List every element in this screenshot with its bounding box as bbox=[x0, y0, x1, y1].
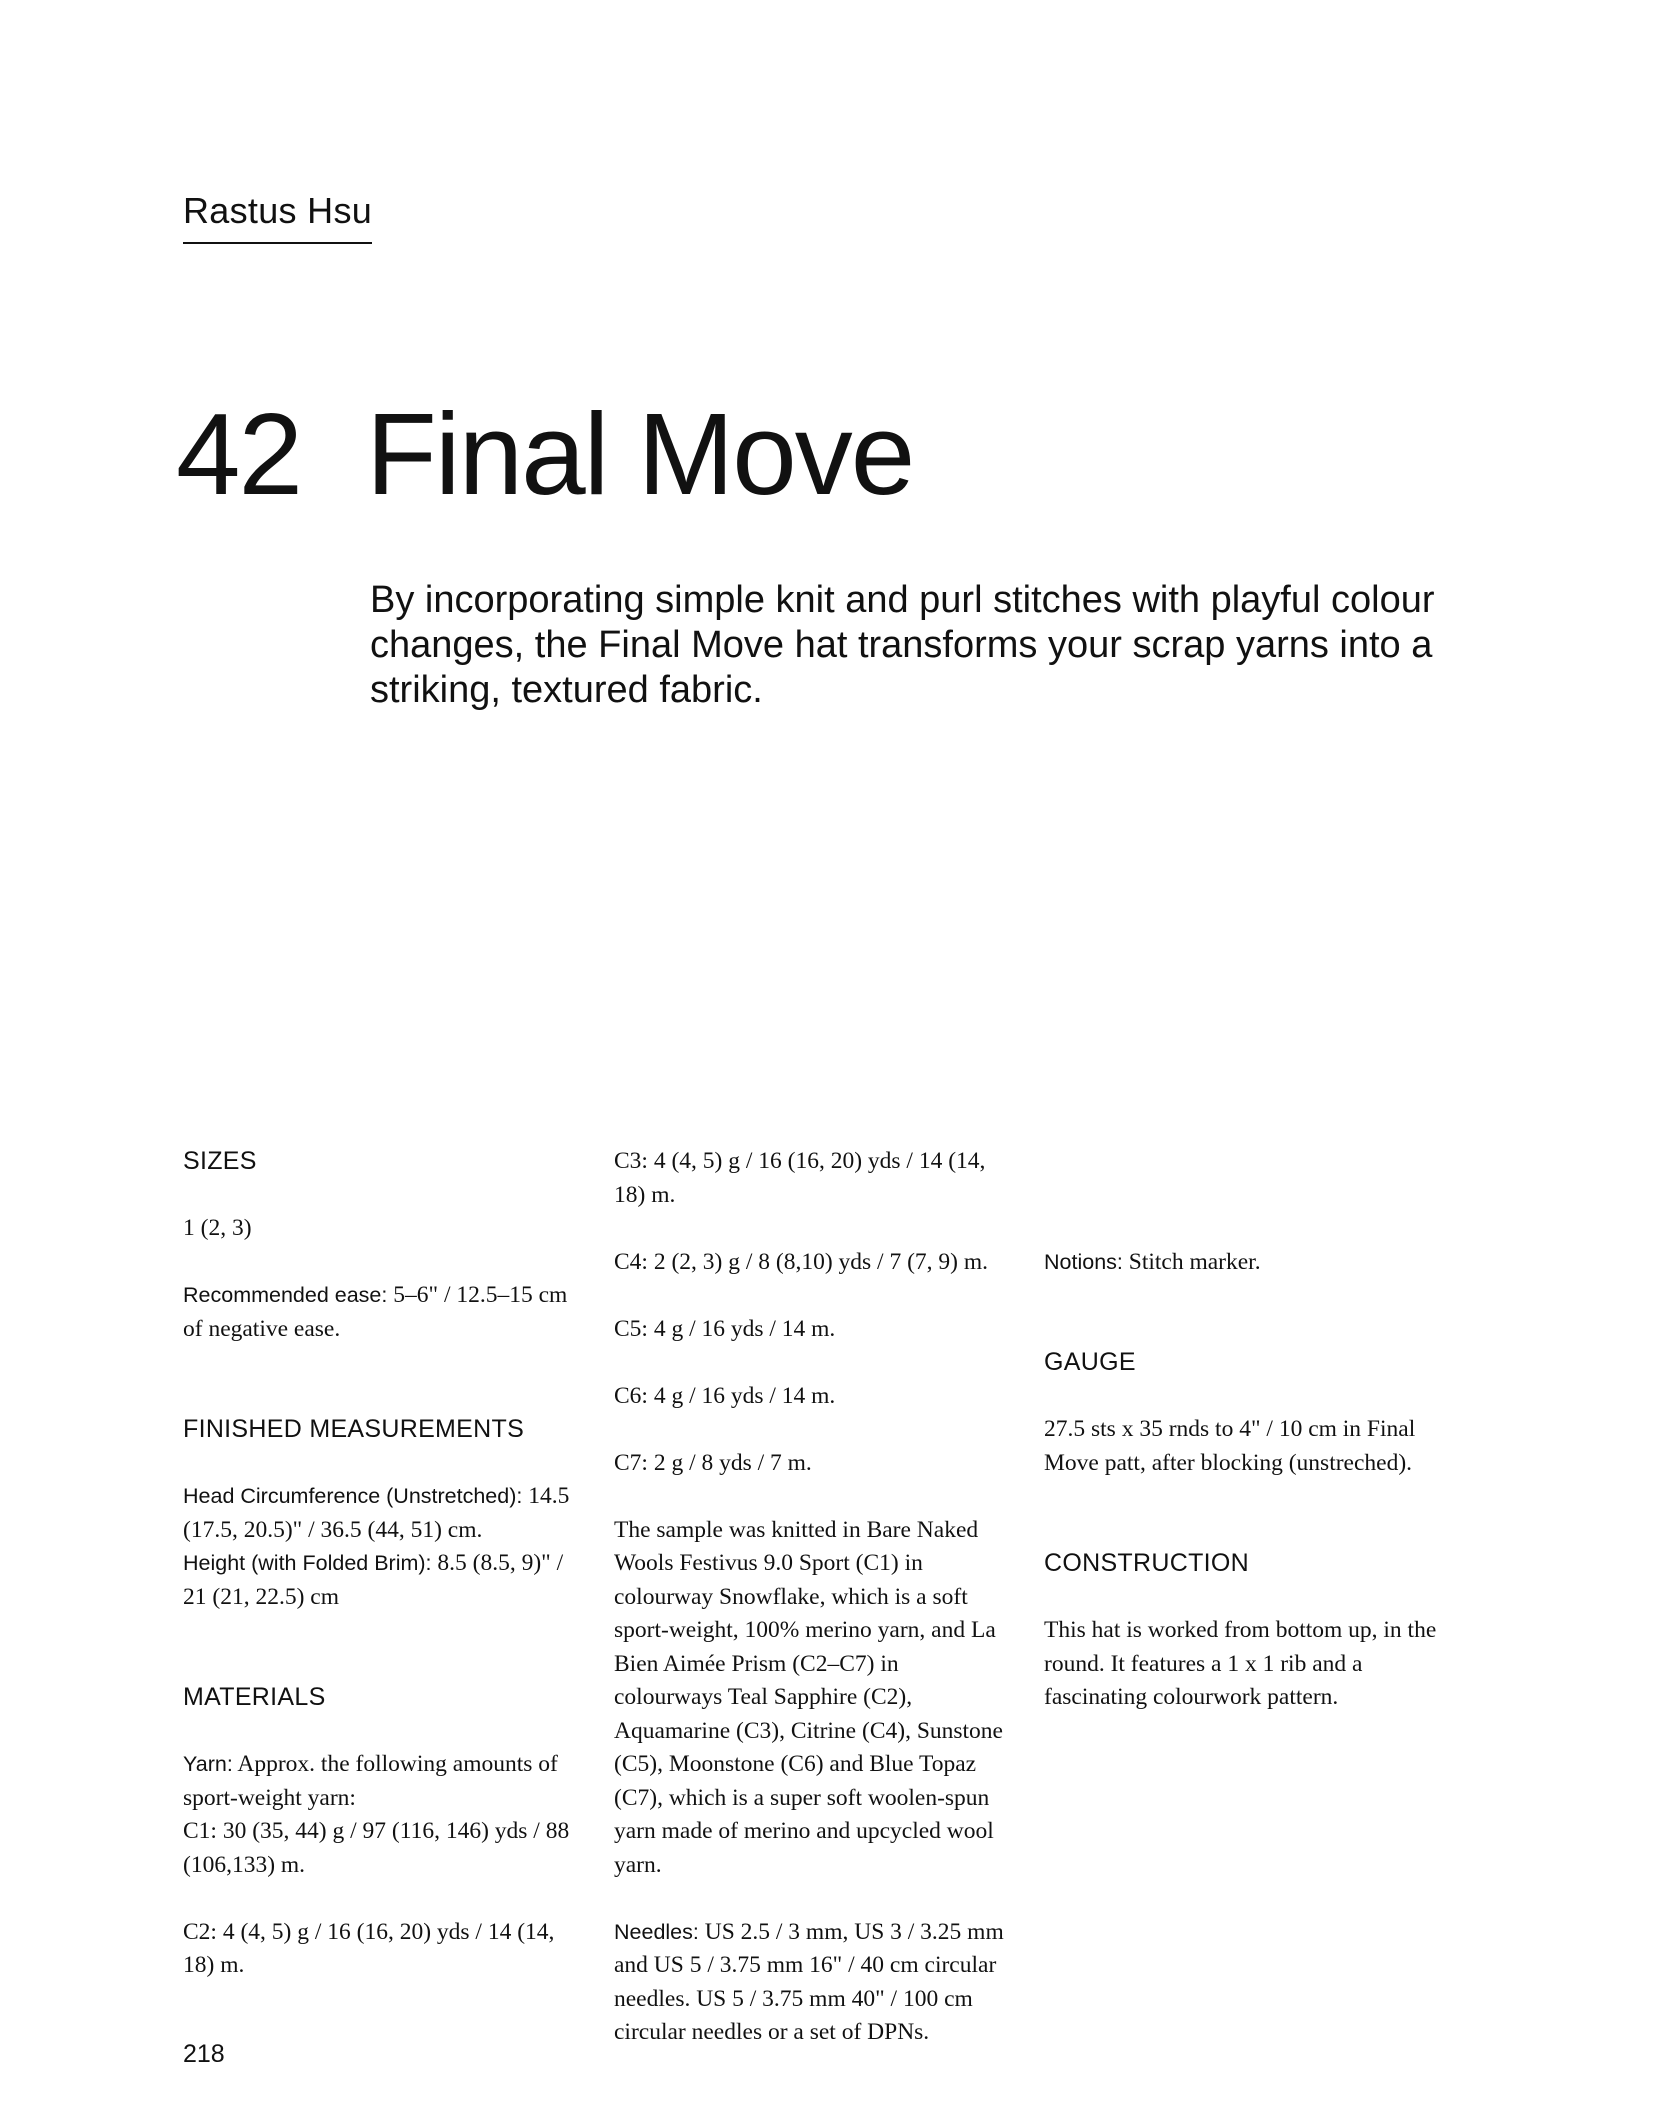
recommended-ease bbox=[183, 1279, 578, 1346]
finished-measurements-heading: FINISHED MEASUREMENTS bbox=[183, 1415, 525, 1443]
yarn-label: Yarn: bbox=[183, 1752, 233, 1776]
notions bbox=[1044, 1246, 1444, 1280]
needles-label: Needles: bbox=[614, 1919, 699, 1944]
ease-text: 5–6" / 12.5–15 cm of negative ease. bbox=[183, 1282, 568, 1342]
ease-label: Recommended ease: bbox=[183, 1283, 388, 1307]
column-1 bbox=[183, 1145, 578, 1983]
author-name: Rastus Hsu bbox=[183, 190, 372, 244]
page-number: 218 bbox=[183, 2040, 225, 2068]
intro-paragraph: By incorporating simple knit and purl stitches with playful colour changes, the Final Move hat transforms your scrap yarns into a striking, textured fabric. bbox=[370, 579, 1435, 711]
sizes-heading: SIZES bbox=[183, 1147, 257, 1175]
yarn bbox=[183, 1748, 578, 1815]
yarn-c6: C6: 4 g / 16 yds / 14 m. bbox=[614, 1382, 836, 1409]
needles bbox=[614, 1916, 1009, 2050]
column-2 bbox=[614, 1145, 1009, 2050]
construction-heading: CONSTRUCTION bbox=[1044, 1549, 1249, 1577]
yarn-c5: C5: 4 g / 16 yds / 14 m. bbox=[614, 1315, 836, 1342]
head-circumference bbox=[183, 1480, 578, 1547]
construction-text: This hat is worked from bottom up, in the round. It features a 1 x 1 rib and a fascinating colourwork pattern. bbox=[1044, 1617, 1437, 1710]
height-label: Height (with Folded Brim): bbox=[183, 1551, 432, 1575]
yarn-c1: C1: 30 (35, 44) g / 97 (116, 146) yds / 88 (106,133) m. bbox=[183, 1818, 570, 1878]
gauge-text: 27.5 sts x 35 rnds to 4" / 10 cm in Final Move patt, after blocking (unstreched). bbox=[1044, 1416, 1416, 1476]
circumference-text: 14.5 (17.5, 20.5)" / 36.5 (44, 51) cm. bbox=[183, 1483, 570, 1543]
circumference-label: Head Circumference (Unstretched): bbox=[183, 1484, 523, 1508]
needles-text: US 2.5 / 3 mm, US 3 / 3.25 mm and US 5 / 3.75 mm 16" / 40 cm circular needles. US 5 / 3.75 mm 40" / 100 cm circular needles or a set of DPNs. bbox=[614, 1918, 1004, 2045]
pattern-number: 42 bbox=[176, 389, 302, 519]
column-3 bbox=[1044, 1145, 1444, 1715]
yarn-c2: C2: 4 (4, 5) g / 16 (16, 20) yds / 14 (14, 18) m. bbox=[183, 1918, 555, 1978]
sample-description: The sample was knitted in Bare Naked Wools Festivus 9.0 Sport (C1) in colourway Snowflake, which is a soft sport-weight, 100% merino yarn, and La Bien Aimée Prism (C2–C7) in colourways Teal Sapphire (C2), Aquamarine (C3), Citrine (C4), Sunstone (C5), Moonstone (C6) and Blue Topaz (C7), which is a super soft woolen-spun yarn made of merino and upcycled wool yarn. bbox=[614, 1516, 1003, 1878]
gauge-heading: GAUGE bbox=[1044, 1348, 1136, 1376]
notions-label: Notions: bbox=[1044, 1249, 1123, 1274]
notions-text: Stitch marker. bbox=[1122, 1248, 1261, 1275]
pattern-title-row bbox=[176, 389, 914, 519]
height-text: 8.5 (8.5, 9)" / 21 (21, 22.5) cm bbox=[183, 1550, 564, 1610]
pattern-title: Final Move bbox=[366, 389, 914, 519]
yarn-c3: C3: 4 (4, 5) g / 16 (16, 20) yds / 14 (14, 18) m. bbox=[614, 1148, 986, 1208]
yarn-c4: C4: 2 (2, 3) g / 8 (8,10) yds / 7 (7, 9) m. bbox=[614, 1248, 989, 1275]
sizes-values: 1 (2, 3) bbox=[183, 1215, 252, 1241]
height bbox=[183, 1547, 578, 1614]
yarn-text: Approx. the following amounts of sport-weight yarn: bbox=[183, 1751, 558, 1811]
materials-heading: MATERIALS bbox=[183, 1683, 326, 1711]
yarn-c7: C7: 2 g / 8 yds / 7 m. bbox=[614, 1449, 812, 1476]
